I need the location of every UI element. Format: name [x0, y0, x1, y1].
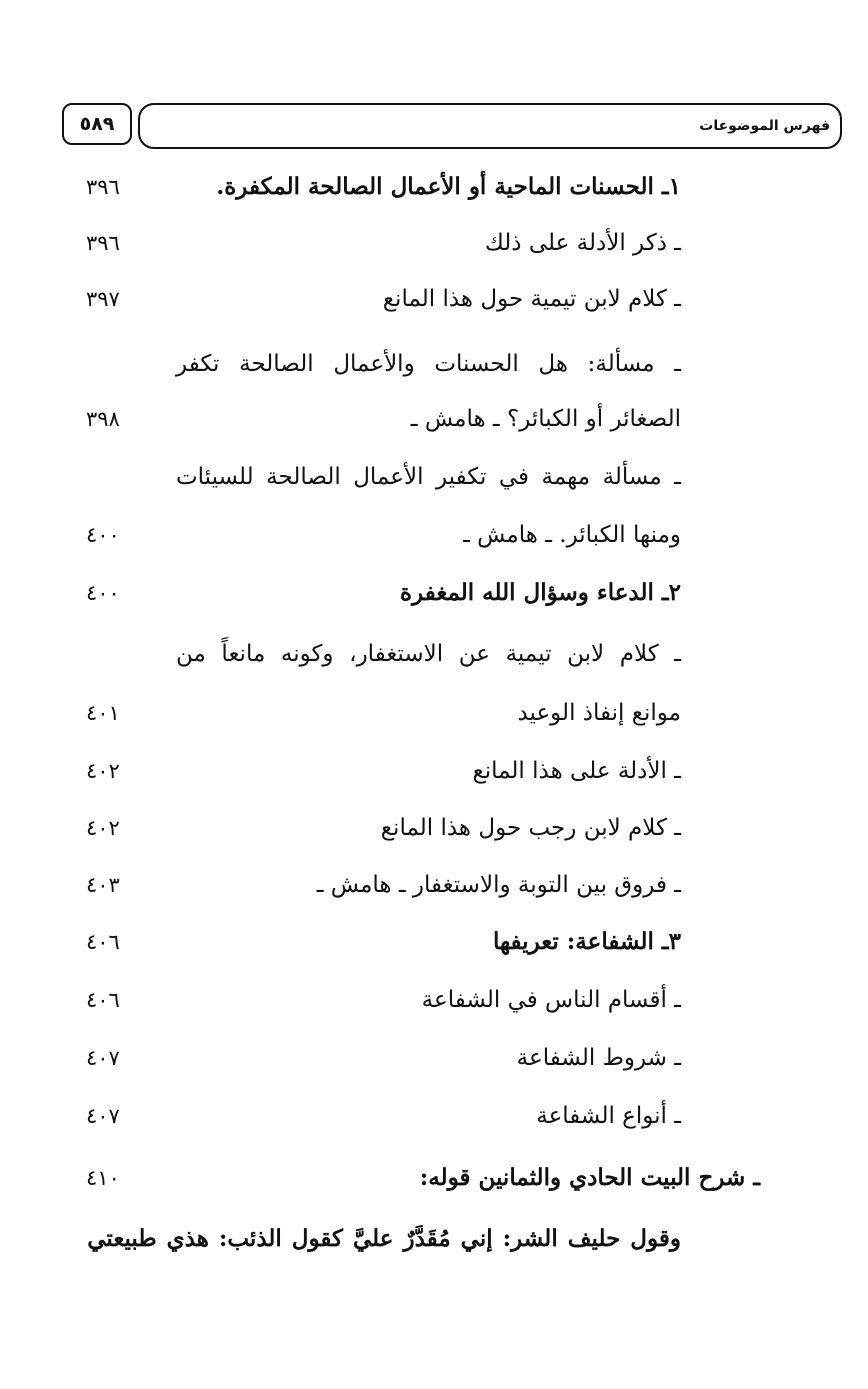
- toc-entry: [0, 972, 868, 1028]
- toc-entry-text: ـ ذكر الأدلة على ذلك: [484, 230, 681, 256]
- toc-entry: [0, 565, 868, 621]
- toc-entry-text: ـ أقسام الناس في الشفاعة: [421, 987, 681, 1013]
- toc-entry-page: ٤٠٢: [86, 816, 120, 840]
- toc-entry-text: ومنها الكبائر. ـ هامش ـ: [463, 522, 681, 548]
- toc-entry-text: ـ كلام لابن رجب حول هذا المانع: [380, 815, 681, 841]
- verse-line: [0, 1211, 868, 1267]
- toc-entry-page: ٤٠٣: [86, 873, 120, 897]
- toc-entry-text: ـ شرح البيت الحادي والثمانين قوله:: [419, 1164, 760, 1191]
- toc-entry-page: ٣٩٦: [86, 231, 120, 255]
- toc-entry-page: ٤٠٠: [86, 523, 120, 547]
- toc-entry-text: ٣ـ الشفاعة: تعريفها: [492, 928, 681, 955]
- verse-text: وقول حليف الشر: إني مُقَدَّرٌ عليَّ كقول الذئب: هذي طبيعتي: [87, 1225, 681, 1252]
- toc-entry-text: ـ كلام لابن تيمية حول هذا المانع: [382, 286, 681, 312]
- toc-entry-text: ـ كلام لابن تيمية عن الاستغفار، وكونه مانعاً من: [176, 641, 681, 667]
- toc-entry-text: ـ شروط الشفاعة: [516, 1045, 681, 1071]
- toc-entry-text: ـ فروق بين التوبة والاستغفار ـ هامش ـ: [316, 872, 681, 898]
- page-number: ٥٨٩: [79, 113, 115, 135]
- toc-entry-text: ـ مسألة: هل الحسنات والأعمال الصالحة تكفر: [176, 351, 681, 377]
- toc-entry: [0, 857, 868, 913]
- toc-entry-page: ٤٠٧: [86, 1046, 120, 1070]
- toc-entry-page: ٤٠٧: [86, 1104, 120, 1128]
- page-number-box: [62, 103, 132, 145]
- toc-entry-page: ٤٠١: [86, 701, 120, 725]
- toc-entry: [0, 215, 868, 271]
- toc-entry-page: ٣٩٨: [86, 407, 120, 431]
- toc-entry: [0, 449, 868, 505]
- toc-entry-text: ـ أنواع الشفاعة: [536, 1103, 681, 1129]
- toc-entry-text: ـ مسألة مهمة في تكفير الأعمال الصالحة للسيئات: [176, 464, 681, 490]
- toc-entry-text: ـ الأدلة على هذا المانع: [472, 758, 681, 784]
- toc-entry-text: موانع إنفاذ الوعيد: [517, 700, 681, 726]
- toc-entry: [0, 271, 868, 327]
- toc-entry: [0, 743, 868, 799]
- header-title-box: [138, 103, 842, 149]
- toc-entry: [0, 1088, 868, 1144]
- toc-entry-text: الصغائر أو الكبائر؟ ـ هامش ـ: [410, 406, 681, 432]
- toc-entry-text: ٢ـ الدعاء وسؤال الله المغفرة: [399, 579, 681, 606]
- toc-entry: [0, 159, 868, 215]
- toc-entry-page: ٤١٠: [86, 1166, 120, 1190]
- header-title: فهرس الموضوعات: [699, 118, 830, 134]
- toc-entry: [0, 391, 868, 447]
- toc-entry-page: ٤٠٢: [86, 759, 120, 783]
- toc-entry-page: ٤٠٦: [86, 930, 120, 954]
- toc-entry-page: ٤٠٦: [86, 988, 120, 1012]
- toc-entry: [0, 1030, 868, 1086]
- toc-entry: [0, 507, 868, 563]
- toc-entry: [0, 914, 868, 970]
- toc-entry: [0, 1150, 868, 1206]
- toc-entry: [0, 800, 868, 856]
- toc-entry: [0, 685, 868, 741]
- running-header: [62, 103, 842, 149]
- toc-entry: [0, 336, 868, 392]
- toc-entry-page: ٣٩٧: [86, 287, 120, 311]
- toc-entry: [0, 626, 868, 682]
- toc-entry-text: ١ـ الحسنات الماحية أو الأعمال الصالحة المكفرة.: [216, 173, 681, 200]
- toc-entry-page: ٣٩٦: [86, 175, 120, 199]
- toc-entry-page: ٤٠٠: [86, 581, 120, 605]
